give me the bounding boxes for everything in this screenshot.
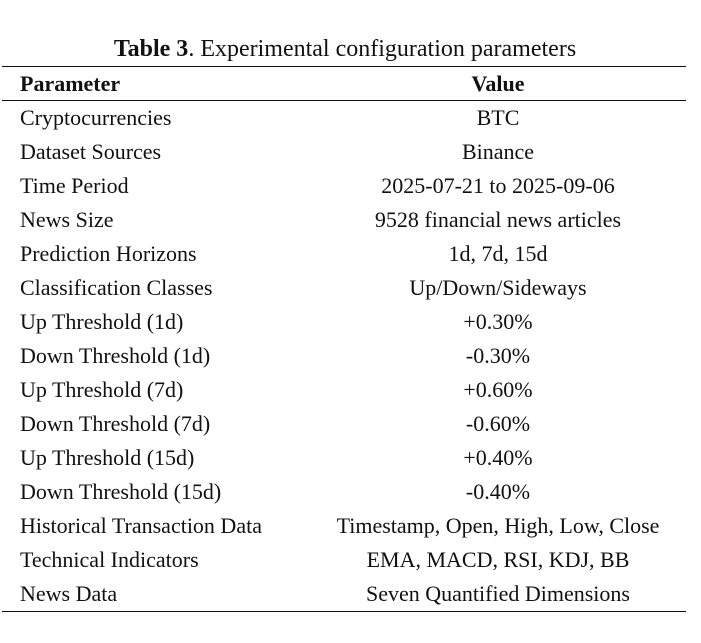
row-value: 9528 financial news articles	[374, 207, 622, 232]
row-parameter: News Size	[20, 207, 114, 232]
row-value: +0.40%	[463, 445, 533, 470]
row-value: Seven Quantified Dimensions	[366, 581, 630, 606]
row-parameter: Technical Indicators	[20, 547, 199, 572]
table-row	[2, 407, 686, 441]
row-value: -0.40%	[465, 479, 531, 504]
table-row	[2, 441, 686, 475]
row-parameter: Prediction Horizons	[20, 241, 197, 266]
row-parameter: Classification Classes	[20, 275, 213, 300]
row-parameter: News Data	[20, 581, 118, 606]
row-parameter: Down Threshold (1d)	[20, 343, 211, 368]
table-row	[2, 373, 686, 407]
table-row	[2, 543, 686, 577]
row-value: Up/Down/Sideways	[409, 275, 587, 300]
table-caption	[0, 34, 690, 64]
table-row	[2, 271, 686, 305]
row-value: -0.30%	[465, 343, 531, 368]
row-parameter: Up Threshold (7d)	[20, 377, 184, 402]
table-caption-label: Table 3	[113, 36, 189, 62]
table-row	[2, 203, 686, 237]
table-row	[2, 135, 686, 169]
row-value: 1d, 7d, 15d	[448, 241, 548, 266]
table-row	[2, 475, 686, 509]
row-parameter: Historical Transaction Data	[20, 513, 262, 538]
table-row	[2, 169, 686, 203]
table-header-row	[2, 67, 686, 101]
row-parameter: Up Threshold (1d)	[20, 309, 184, 334]
header-value: Value	[471, 70, 525, 96]
row-value: Binance	[461, 139, 535, 164]
row-parameter: Down Threshold (15d)	[20, 479, 222, 504]
row-parameter: Time Period	[20, 173, 129, 198]
table-row	[2, 305, 686, 339]
row-value: Timestamp, Open, High, Low, Close	[336, 513, 660, 538]
row-value: -0.60%	[465, 411, 531, 436]
row-parameter: Dataset Sources	[20, 139, 162, 164]
row-parameter: Cryptocurrencies	[20, 105, 172, 130]
table-row	[2, 509, 686, 543]
row-parameter: Down Threshold (7d)	[20, 411, 211, 436]
row-value: +0.60%	[463, 377, 533, 402]
table-row	[2, 101, 686, 136]
row-value: BTC	[476, 105, 520, 130]
table-row	[2, 339, 686, 373]
row-value: +0.30%	[463, 309, 533, 334]
header-parameter: Parameter	[20, 70, 121, 96]
row-value: 2025-07-21 to 2025-09-06	[381, 173, 615, 198]
table-caption-text: . Experimental configuration parameters	[188, 36, 577, 62]
row-value: EMA, MACD, RSI, KDJ, BB	[366, 547, 630, 572]
config-table	[2, 66, 686, 612]
table-row	[2, 237, 686, 271]
row-parameter: Up Threshold (15d)	[20, 445, 195, 470]
table-row	[2, 577, 686, 612]
